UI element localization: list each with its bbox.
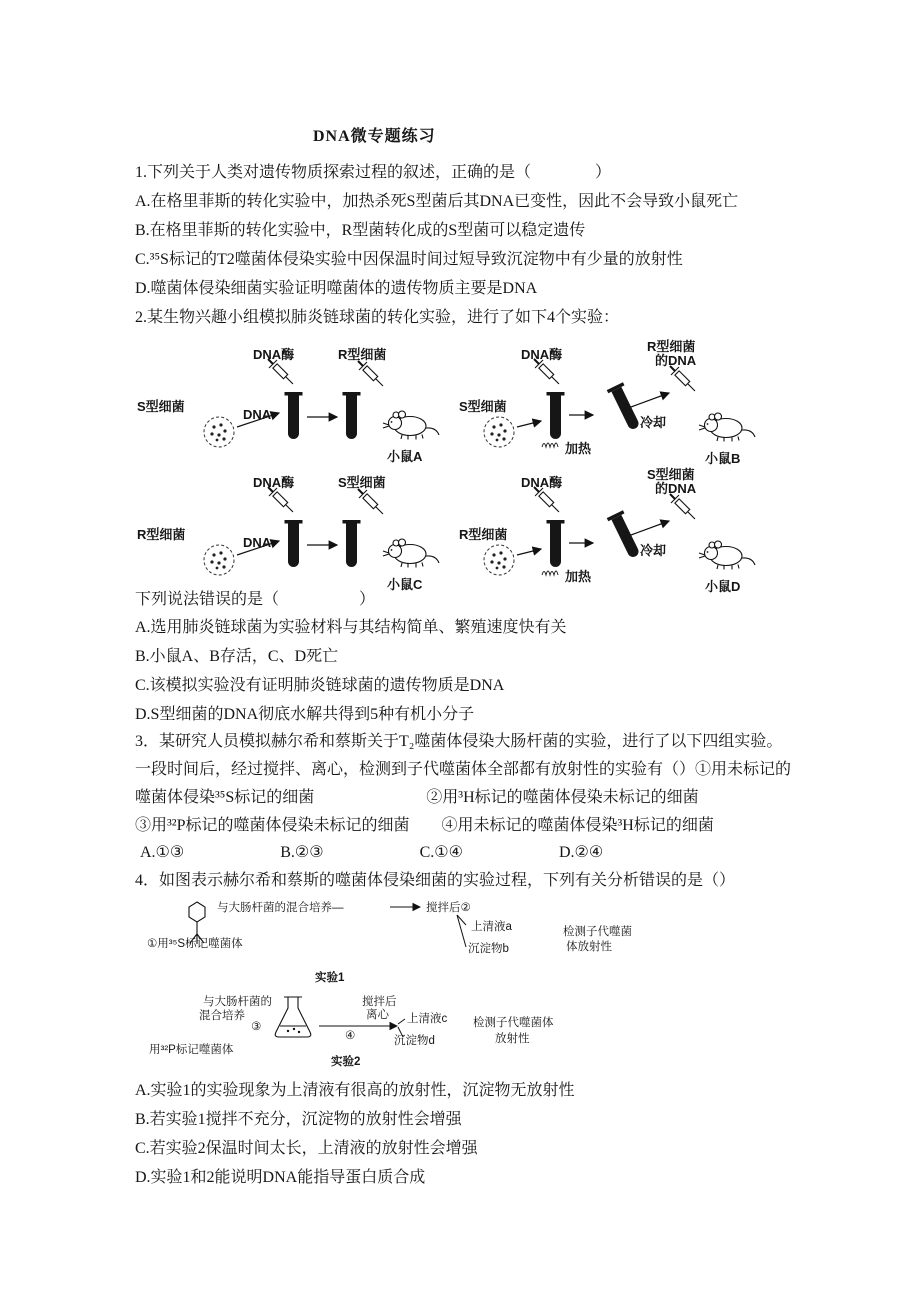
q1-stem: 1.下列关于人类对遗传物质探索过程的叙述，正确的是（ ） — [135, 164, 612, 181]
page-title: DNA微专题练习 — [313, 128, 436, 145]
q3-line-2: 一段时间后，经过搅拌、离心，检测到子代噬菌体全部都有放射性的实验有（）①用未标记的 — [135, 761, 792, 778]
exp4-mouse-label: 小鼠D — [705, 579, 741, 594]
test-tube — [547, 392, 565, 439]
q2-exp4 — [459, 467, 755, 594]
exp2-phage-label: 用³²P标记噬菌体 — [149, 1044, 234, 1056]
q3-line-4: ③用³²P标记的噬菌体侵染未标记的细菌 ④用未标记的噬菌体侵染³H标记的细菌 — [135, 817, 714, 834]
exp1-mix-label: 与大肠杆菌的混合培养— — [217, 902, 344, 914]
exp1-name-label: 实验1 — [315, 972, 345, 984]
exp1-syringe-label: R型细菌 — [338, 347, 387, 362]
exp2-stir-label-2: 离心 — [366, 1009, 389, 1021]
q2-stem: 2.某生物兴趣小组模拟肺炎链球菌的转化实验，进行了如下4个实验： — [135, 309, 620, 326]
syringe-icon — [670, 366, 695, 391]
fork-line — [398, 1019, 405, 1024]
syringe-icon — [534, 359, 559, 384]
exp2-step3-label: ③ — [251, 1021, 262, 1033]
exp4-syringe-label-1: S型细菌 — [647, 467, 695, 482]
exp4-source-label: R型细菌 — [459, 527, 508, 542]
exp2-mix-label-1: 与大肠杆菌的 — [203, 996, 272, 1008]
mouse-figure — [383, 411, 439, 440]
test-tube — [343, 520, 361, 567]
test-tube — [343, 392, 361, 439]
exp1-phage-label: ①用³⁵S标记噬菌体 — [147, 938, 243, 950]
q3-options: A.①③ B.②③ C.①④ D.②④ — [140, 844, 604, 861]
arrow — [631, 521, 669, 535]
exp2-supernatant-label: 上清液c — [407, 1013, 448, 1025]
exp2-precipitate-label: 沉淀物d — [394, 1035, 435, 1047]
bacteria-circle — [204, 417, 234, 447]
syringe-icon — [268, 359, 293, 384]
q3-line-1: 3．某研究人员模拟赫尔希和蔡斯关于T₂噬菌体侵染大肠杆菌的实验，进行了以下四组实验。 — [135, 733, 783, 750]
flame-icon — [542, 571, 558, 575]
exp2-syringe-label-1: R型细菌 — [647, 339, 696, 354]
q1-option-d: D.噬菌体侵染细菌实验证明噬菌体的遗传物质主要是DNA — [135, 280, 538, 297]
q2-option-d: D.S型细菌的DNA彻底水解共得到5种有机小分子 — [135, 706, 475, 723]
exp1-supernatant-label: 上清液a — [471, 921, 512, 933]
q2-exp3 — [137, 475, 439, 592]
exp3-source-label: R型细菌 — [137, 527, 186, 542]
syringe-icon — [268, 487, 293, 512]
exp1-dna-label: DNA — [243, 407, 272, 422]
exp3-mouse-label: 小鼠C — [387, 577, 423, 592]
exp1-stir-label: 搅拌后② — [426, 902, 471, 914]
q2-exp1 — [137, 347, 439, 464]
bacteria-circle — [204, 545, 234, 575]
mouse-figure — [699, 413, 755, 442]
test-tube — [285, 520, 303, 567]
exp2-syringe-label-2: 的DNA — [655, 353, 697, 368]
flame-icon — [542, 443, 558, 447]
q2-option-c: C.该模拟实验没有证明肺炎链球菌的遗传物质是DNA — [135, 677, 505, 694]
q4-diagram — [135, 893, 655, 1078]
q2-ask: 下列说法错误的是（ ） — [135, 591, 376, 608]
q1-option-c: C.³⁵S标记的T2噬菌体侵染实验中因保温时间过短导致沉淀物中有少量的放射性 — [135, 251, 683, 268]
syringe-icon — [358, 489, 383, 514]
syringe-icon — [670, 494, 695, 519]
q2-option-a: A.选用肺炎链球菌为实验材料与其结构简单、繁殖速度快有关 — [135, 619, 567, 636]
mouse-figure — [699, 541, 755, 570]
arrow — [517, 421, 541, 427]
q2-option-b: B.小鼠A、B存活，C、D死亡 — [135, 648, 339, 665]
exp2-stir-label-1: 搅拌后 — [362, 996, 397, 1008]
exp3-syringe-label: S型细菌 — [338, 475, 386, 490]
q2-exp2 — [459, 339, 755, 466]
exp1-detect-label-1: 检测子代噬菌 — [563, 926, 632, 938]
exp2-mix-label-2: 混合培养 — [199, 1010, 245, 1022]
exp1-source-label: S型细菌 — [137, 399, 185, 414]
exp2-step4-label: ④ — [345, 1030, 356, 1042]
exp4-cool-label: 冷却 — [640, 543, 667, 558]
exp1-mouse-label: 小鼠A — [387, 449, 423, 464]
syringe-icon — [358, 361, 383, 386]
exp1-precipitate-label: 沉淀物b — [468, 943, 509, 955]
exp2-detect-label-2: 放射性 — [495, 1033, 530, 1045]
tilted-test-tube — [607, 382, 644, 432]
exp2-enzyme-label: DNA酶 — [521, 347, 563, 362]
q2-diagram — [135, 335, 775, 597]
exp1-detect-label-2: 体放射性 — [566, 941, 612, 953]
exp4-enzyme-label: DNA酶 — [521, 475, 563, 490]
tilted-test-tube — [607, 510, 644, 560]
exp2-detect-label-1: 检测子代噬菌体 — [473, 1017, 554, 1029]
q4-option-a: A.实验1的实验现象为上清液有很高的放射性，沉淀物无放射性 — [135, 1082, 575, 1099]
q1-option-b: B.在格里菲斯的转化实验中，R型菌转化成的S型菌可以稳定遗传 — [135, 222, 586, 239]
exp2-mouse-label: 小鼠B — [705, 451, 741, 466]
exp4-syringe-label-2: 的DNA — [655, 481, 697, 496]
exp4-heat-label: 加热 — [565, 569, 592, 584]
exp2-name-label: 实验2 — [331, 1056, 361, 1068]
q4-option-d: D.实验1和2能说明DNA能指导蛋白质合成 — [135, 1169, 426, 1186]
bacteria-circle — [484, 545, 514, 575]
exp2-source-label: S型细菌 — [459, 399, 507, 414]
exp3-dna-label: DNA — [243, 535, 272, 550]
arrow — [631, 393, 669, 407]
mouse-figure — [383, 539, 439, 568]
exp1-enzyme-label: DNA酶 — [253, 347, 295, 362]
bacteria-circle — [484, 417, 514, 447]
syringe-icon — [534, 487, 559, 512]
q4-stem: 4．如图表示赫尔希和蔡斯的噬菌体侵染细菌的实验过程，下列有关分析错误的是（） — [135, 872, 736, 889]
flask-icon — [275, 997, 311, 1037]
exp2-heat-label: 加热 — [565, 441, 592, 456]
q4-exp2 — [149, 994, 554, 1068]
test-tube — [285, 392, 303, 439]
exp3-enzyme-label: DNA酶 — [253, 475, 295, 490]
q4-option-b: B.若实验1搅拌不充分，沉淀物的放射性会增强 — [135, 1111, 462, 1128]
test-tube — [547, 520, 565, 567]
q3-line-3: 噬菌体侵染³⁵S标记的细菌 ②用³H标记的噬菌体侵染未标记的细菌 — [135, 789, 699, 806]
arrow — [517, 549, 541, 555]
q4-option-c: C.若实验2保温时间太长，上清液的放射性会增强 — [135, 1140, 478, 1157]
exp2-cool-label: 冷却 — [640, 415, 667, 430]
q4-exp1 — [147, 900, 632, 984]
q1-option-a: A.在格里菲斯的转化实验中，加热杀死S型菌后其DNA已变性，因此不会导致小鼠死亡 — [135, 193, 739, 210]
